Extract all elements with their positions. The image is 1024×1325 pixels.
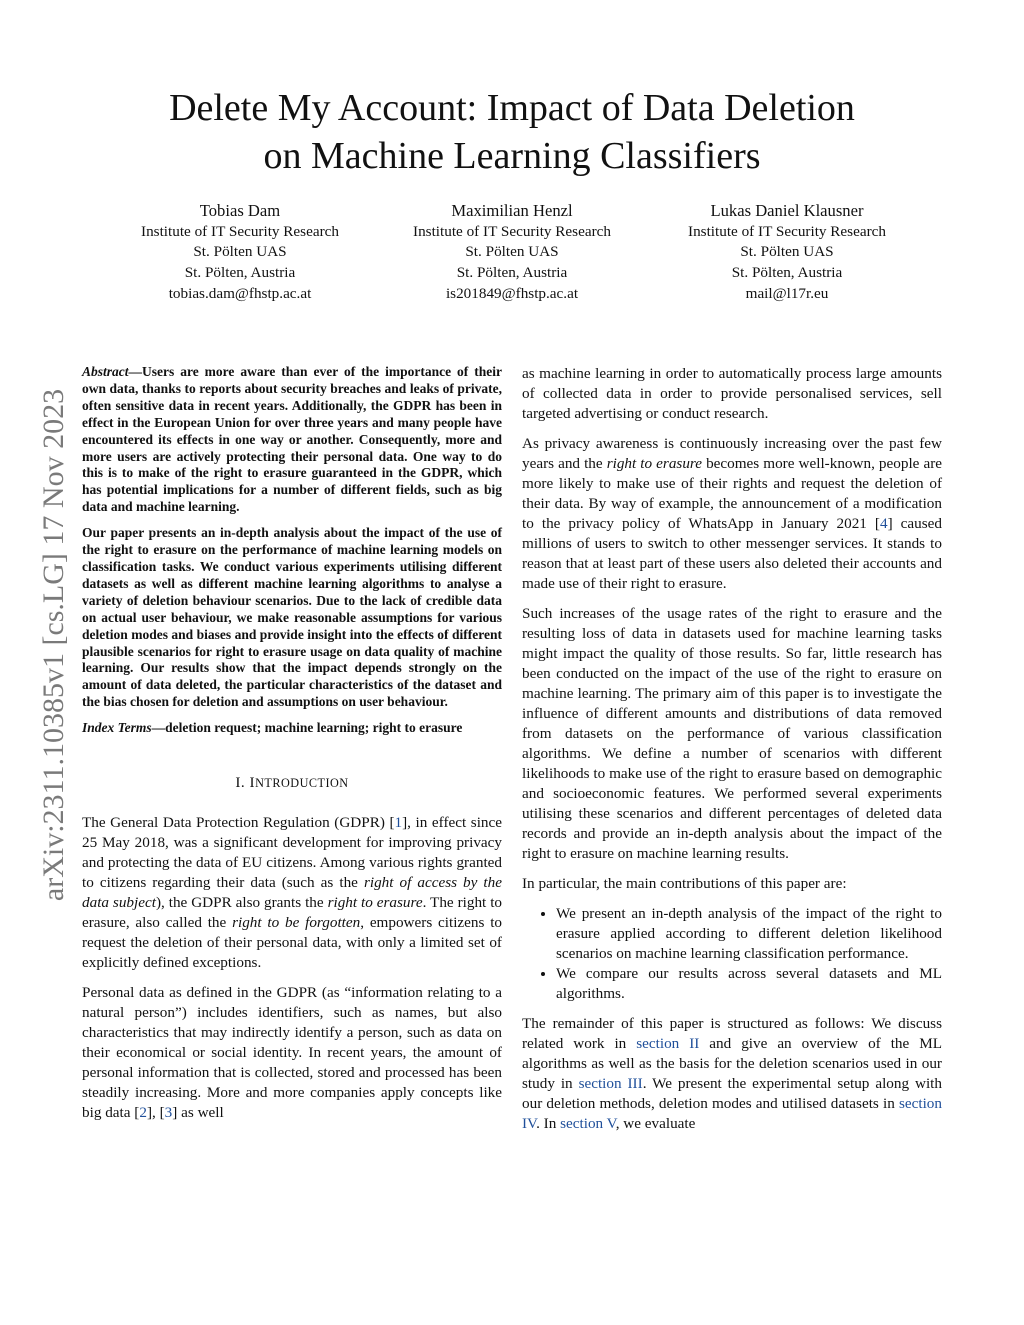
author-block [382, 201, 642, 305]
author-name: Tobias Dam [199, 201, 281, 220]
text-span: , we evaluate [615, 1115, 696, 1132]
author-email[interactable]: mail@l17r.eu [745, 284, 829, 302]
author-name: Maximilian Henzl [451, 201, 573, 220]
section-heading-rest: NTRODUCTION [255, 776, 349, 791]
abstract-text-1: —Users are more aware than ever of the importance of their own data, thanks to reports about security breaches and leaks of private, often sensitive data in recent years. Additionally, the GDPR has been in effect in the European Union for over three years and many people have encountered its effects in one way or another. Consequently, more and more users are actively protecting their personal data. One way to do this is to make of the right to erasure guaranteed in the GDPR, which has potential implications for a number of different fields, such as big data and machine learning. [82, 364, 502, 515]
author-affiliation: Institute of IT Security Research [141, 222, 339, 240]
author-block [110, 201, 370, 305]
index-terms [82, 720, 502, 737]
author-affiliation: Institute of IT Security Research [688, 222, 886, 240]
right-paragraph-3: Such increases of the usage rates of the right to erasure and the resulting loss of data in datasets used for machine learning tasks might impact the quality of those results. So far, little research has been conducted on the impact of the use of the right to erasure on machine learning. The primary aim of this paper is to investigate the influence of different amounts and distributions of data removed from datasets on the performance of various classification algorithms. We define a number of scenarios with different likelihoods to make use of the right to erasure based on demographic and socioeconomic features. We performed several experiments utilising these scenarios and different percentages of deleted data records and provide an in-depth analysis about the impact of the right to erasure on machine learning results. [522, 605, 942, 862]
abstract-paragraph-2: Our paper presents an in-depth analysis about the impact of the use of the right to erasure on the performance of machine learning models on classification tasks. We conduct various experiments utilising different datasets as well as different machine learning algorithms to analyse a variety of deletion behaviour scenarios. Due to the lack of credible data on actual user behaviour, we make reasonable assumptions for various deletion modes and biases and provide insight into the effects of different plausible scenarios for right to erasure usage on data quality of machine learning. Our results show that the impact depends strongly on the amount of data deleted, the particular characteristics of the dataset and the bias chosen for deletion and assumptions on user behaviour. [82, 525, 502, 710]
contributions-list [522, 904, 942, 1004]
author-block [657, 201, 917, 305]
text-span: As privacy awareness is continuously increasing over the past few years and the [522, 435, 942, 472]
emphasis-text: right of access by the data subject [82, 874, 502, 912]
title-line-2: on Machine Learning Classifiers [263, 135, 761, 177]
citation-link[interactable]: 1 [394, 814, 403, 832]
author-location: St. Pölten, Austria [184, 264, 296, 282]
text-span: The General Data Protection Regulation (GDPR) [ [82, 814, 395, 832]
citation-link[interactable]: 2 [139, 1104, 147, 1122]
text-span: . The right to erasure, also called the [82, 894, 503, 932]
text-span: The remainder of this paper is structured as follows: We discuss related work in [522, 1015, 942, 1052]
index-terms-label: Index Terms [82, 720, 152, 736]
text-span: Personal data as defined in the GDPR (as “information relating to a natural person”) includes identifiers, such as names, but also characteristics that may indirectly identify a person, such as data on their economical or social identity. In recent years, the amount of personal information that is collected, stored and processed has been steadily increasing. More and more companies apply concepts like big data [ [82, 984, 502, 1122]
author-school: St. Pölten UAS [193, 243, 287, 261]
right-paragraph-4: In particular, the main contributions of this paper are: [522, 875, 847, 892]
text-span: ] as well [172, 1104, 224, 1122]
author-location: St. Pölten, Austria [731, 264, 843, 282]
author-email[interactable]: tobias.dam@fhstp.ac.at [168, 284, 312, 302]
section-numeral: I. [235, 774, 250, 792]
section-heading-introduction [82, 773, 502, 793]
author-location: St. Pölten, Austria [456, 264, 568, 282]
list-item: • We present an in-depth analysis of the impact of the right to erasure applied according to different deletion likelihood scenarios on machine learning classification performance. [556, 904, 942, 964]
right-paragraph-2 [522, 434, 942, 594]
abstract-paragraph-1 [82, 364, 502, 516]
section-link[interactable]: section II [636, 1035, 700, 1052]
emphasis-text: right to erasure [327, 894, 423, 912]
list-item: • We compare our results across several datasets and ML algorithms. [556, 964, 942, 1004]
title-line-1: Delete My Account: Impact of Data Deletion [169, 87, 855, 129]
paper-title [0, 84, 1024, 180]
text-span: ), the GDPR also grants the [155, 894, 328, 912]
text-span: ], in effect since 25 May 2018, was a significant development for improving privacy and protecting the data of EU citizens. Among various rights granted to citizens regarding their data (such as the [82, 814, 502, 892]
right-paragraph-1: as machine learning in order to automatically process large amounts of collected data in order to provide personalised services, sell targeted advertising or conduct research. [522, 365, 942, 422]
text-span: ] caused millions of users to switch to other messenger services. It stands to reason that at least part of these users also deleted their accounts and made use of their right to erasure. [522, 515, 942, 592]
emphasis-text: right to be forgotten [232, 914, 361, 932]
right-column [522, 364, 942, 1144]
citation-link[interactable]: 3 [164, 1104, 173, 1122]
author-name: Lukas Daniel Klausner [710, 201, 864, 220]
author-school: St. Pölten UAS [465, 243, 559, 261]
arxiv-identifier[interactable]: arXiv:2311.10385v1 [cs.LG] 17 Nov 2023 [37, 388, 70, 902]
intro-paragraph-1 [82, 813, 502, 973]
section-link[interactable]: section IV [522, 1095, 942, 1132]
emphasis-text: right to erasure [606, 455, 703, 472]
text-span: becomes more well-known, people are more likely to make use of their rights and request the deletion of their data. By way of example, the announcement of a modification to the privacy policy of WhatsApp in January 2021 [ [522, 455, 943, 532]
index-terms-text: —deletion request; machine learning; right to erasure [151, 720, 463, 736]
author-school: St. Pölten UAS [740, 243, 834, 261]
section-link[interactable]: section V [560, 1115, 616, 1132]
text-span: . In [536, 1115, 561, 1132]
text-span: ], [ [146, 1104, 165, 1122]
citation-link[interactable]: 4 [879, 515, 888, 532]
section-first-letter: I [249, 774, 256, 792]
left-column [82, 364, 502, 1133]
author-email[interactable]: is201849@fhstp.ac.at [445, 284, 579, 302]
text-span: and give an overview of the ML algorithms as well as the basis for the deletion scenarios used in our study in [522, 1035, 943, 1092]
section-link[interactable]: section III [578, 1075, 643, 1092]
right-paragraph-5 [522, 1014, 942, 1134]
author-affiliation: Institute of IT Security Research [413, 222, 611, 240]
intro-paragraph-2 [82, 983, 502, 1123]
text-span: . We present the experimental setup along with our deletion methods, deletion modes and utilised datasets in [522, 1075, 942, 1112]
text-span: , empowers citizens to request the deletion of their personal data, with only a limited set of explicitly defined exceptions. [82, 914, 503, 972]
abstract-label: Abstract [82, 364, 129, 379]
